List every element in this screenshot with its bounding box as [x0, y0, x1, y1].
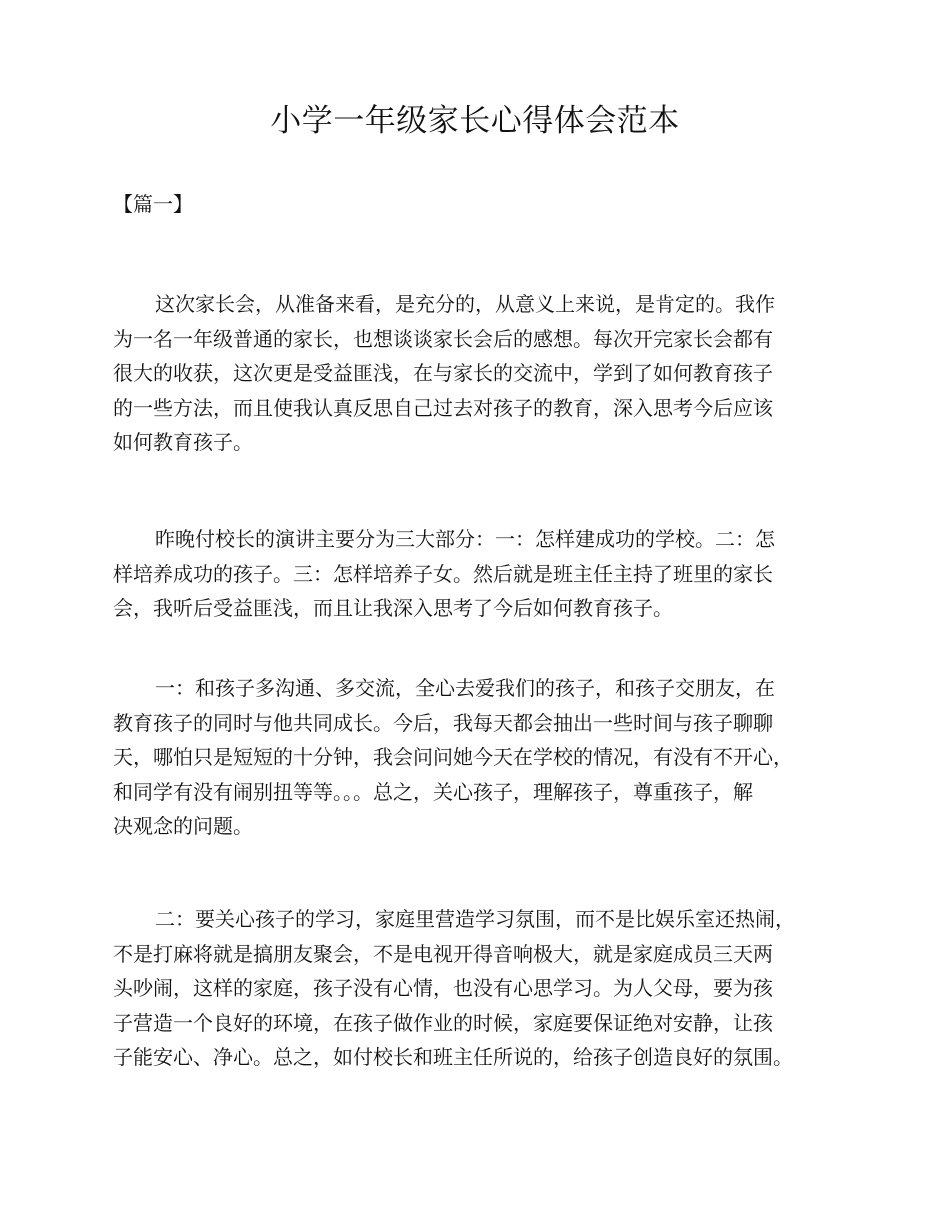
paragraph-line: 二：要关心孩子的学习，家庭里营造学习氛围，而不是比娱乐室还热闹， — [155, 907, 795, 931]
paragraph-line: 天，哪怕只是短短的十分钟，我会问问她今天在学校的情况，有没有不开心， — [113, 745, 793, 769]
paragraph-line: 一：和孩子多沟通、多交流，全心去爱我们的孩子，和孩子交朋友，在 — [155, 676, 775, 700]
paragraph-line: 如何教育孩子。 — [113, 430, 253, 454]
paragraph-line: 不是打麻将就是搞朋友聚会，不是电视开得音响极大，就是家庭成员三天两 — [113, 941, 773, 966]
paragraph-line: 这次家长会，从准备来看，是充分的，从意义上来说，是肯定的。我作 — [155, 292, 775, 316]
paragraph-line: 会，我听后受益匪浅，而且让我深入思考了今后如何教育孩子。 — [113, 596, 673, 620]
paragraph-line: 很大的收获，这次更是受益匪浅，在与家长的交流中，学到了如何教育孩子 — [113, 361, 773, 385]
paragraph-line: 和同学有没有闹别扭等等。。。总之，关心孩子，理解孩子，尊重孩子，解 — [113, 779, 753, 804]
paragraph-4 — [113, 902, 853, 1075]
paragraph-line: 决观念的问题。 — [113, 814, 253, 838]
document-title: 小学一年级家长心得体会范本 — [270, 103, 680, 139]
paragraph-line: 昨晚付校长的演讲主要分为三大部分：一：怎样建成功的学校。二：怎 — [155, 527, 775, 551]
section-label: 【篇一】 — [113, 192, 193, 216]
paragraph-line: 的一些方法，而且使我认真反思自己过去对孩子的教育，深入思考今后应该 — [113, 395, 773, 420]
paragraph-line: 教育孩子的同时与他共同成长。今后，我每天都会抽出一些时间与孩子聊聊 — [113, 710, 773, 735]
paragraph-line: 子能安心、净心。总之，如付校长和班主任所说的，给孩子创造良好的氛围。 — [113, 1045, 793, 1069]
paragraph-1 — [113, 287, 853, 460]
paragraph-2 — [113, 522, 853, 626]
paragraph-line: 为一名一年级普通的家长，也想谈谈家长会后的感想。每次开完家长会都有 — [113, 326, 773, 351]
paragraph-line: 子营造一个良好的环境，在孩子做作业的时候，家庭要保证绝对安静，让孩 — [113, 1010, 773, 1035]
paragraph-3 — [113, 671, 853, 844]
paragraph-line: 样培养成功的孩子。三：怎样培养子女。然后就是班主任主持了班里的家长 — [113, 561, 773, 586]
paragraph-line: 头吵闹，这样的家庭，孩子没有心情，也没有心思学习。为人父母，要为孩 — [113, 976, 773, 1000]
